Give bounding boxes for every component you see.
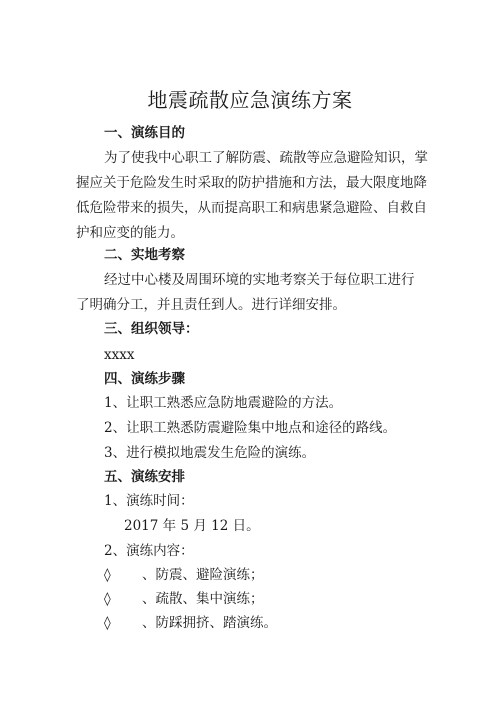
step-item: 1、让职工熟悉应急防地震避险的方法。 bbox=[104, 395, 343, 411]
section-heading-schedule: 五、演练安排 bbox=[104, 469, 185, 485]
list-item bbox=[104, 614, 277, 632]
paragraph-line: 经过中心楼及周围环境的实地考察关于每位职工进行 bbox=[104, 272, 415, 288]
schedule-time-value: 2017 年 5 月 12 日。 bbox=[124, 518, 260, 534]
paragraph-line: 护和应变的能力。 bbox=[76, 225, 184, 241]
section-heading-steps: 四、演练步骤 bbox=[104, 371, 185, 387]
list-item bbox=[104, 566, 264, 584]
paragraph-line: 了明确分工，并且责任到人。进行详细安排。 bbox=[76, 297, 346, 313]
section-heading-survey: 二、实地考察 bbox=[104, 247, 185, 263]
diamond-bullet-icon: ◊ bbox=[104, 567, 111, 583]
list-item-text: 、防震、避险演练； bbox=[142, 567, 264, 583]
schedule-time-label: 1、演练时间： bbox=[104, 493, 194, 509]
section-heading-leadership: 三、组织领导： bbox=[104, 321, 199, 337]
leadership-content: xxxx bbox=[104, 347, 135, 363]
schedule-content-label: 2、演练内容： bbox=[104, 543, 194, 559]
list-item-text: 、疏散、集中演练； bbox=[142, 591, 264, 607]
paragraph-line: 握应关于危险发生时采取的防护措施和方法，最大限度地降 bbox=[76, 175, 427, 191]
step-item: 2、让职工熟悉防震避险集中地点和途径的路线。 bbox=[104, 420, 397, 436]
diamond-bullet-icon: ◊ bbox=[104, 591, 111, 607]
section-heading-purpose: 一、演练目的 bbox=[104, 125, 185, 141]
step-item: 3、进行模拟地震发生危险的演练。 bbox=[104, 445, 316, 461]
diamond-bullet-icon: ◊ bbox=[104, 615, 111, 631]
paragraph-line: 为了使我中心职工了解防震、疏散等应急避险知识，掌 bbox=[104, 150, 428, 166]
list-item-text: 、防踩拥挤、踏演练。 bbox=[142, 615, 277, 631]
document-title: 地震疏散应急演练方案 bbox=[147, 88, 353, 112]
list-item bbox=[104, 590, 264, 608]
paragraph-line: 低危险带来的损失，从而提高职工和病患紧急避险、自救自 bbox=[76, 200, 427, 216]
